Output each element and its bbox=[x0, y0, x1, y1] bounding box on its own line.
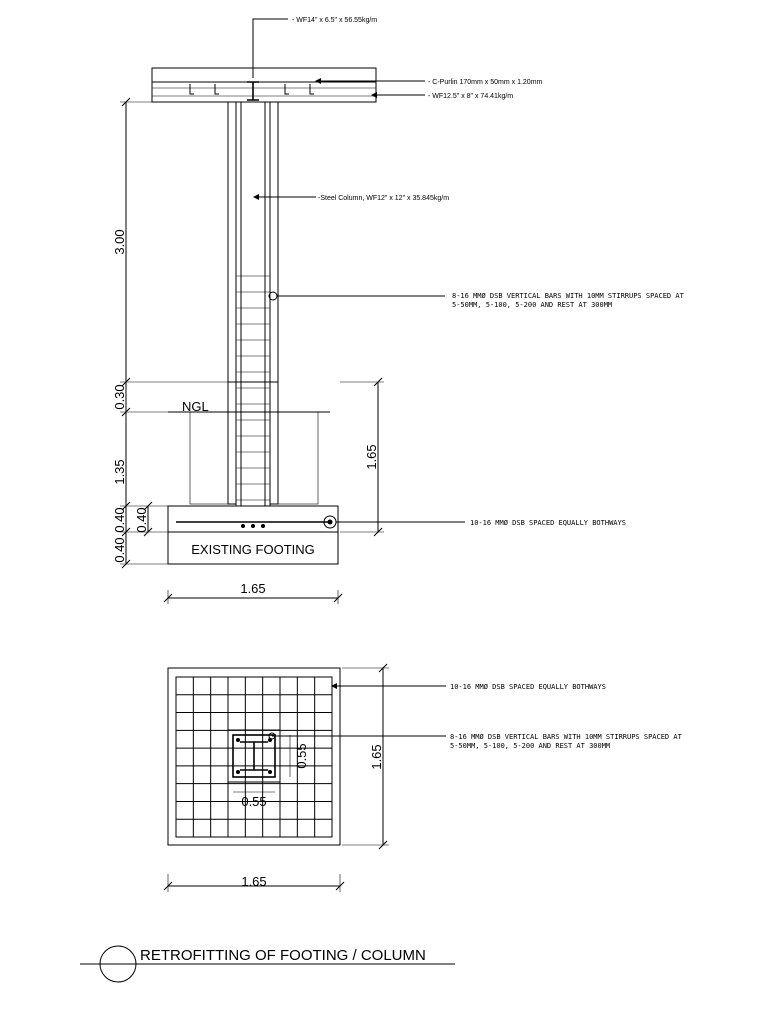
column-callout-text: -Steel Column, WF12" x 12" x 35.845kg/m bbox=[318, 195, 450, 202]
new-footing bbox=[168, 506, 338, 532]
dim-pedestal-depth: 0.55 bbox=[294, 743, 309, 769]
dim-existing-footing: 0.40 bbox=[112, 537, 127, 563]
dim-pedestal-width: 0.55 bbox=[241, 794, 267, 809]
existing-footing bbox=[168, 532, 338, 564]
rafter-callout-text: - WF14" x 6.5" x 56.55kg/m bbox=[292, 17, 378, 24]
elevation-width-dimension bbox=[164, 581, 342, 604]
vertical-bars-callout-line2: 5-50MM, 5-100, 5-200 AND REST AT 300MM bbox=[452, 301, 613, 309]
column-callout bbox=[254, 195, 449, 202]
beam-callout-text: - WF12.5" x 8" x 74.41kg/m bbox=[428, 93, 514, 100]
plan-vertical-bars-callout-line2: 5-50MM, 5-100, 5-200 AND REST AT 300MM bbox=[450, 742, 611, 750]
dim-footing-width: 1.65 bbox=[240, 581, 266, 596]
encasement-dimension bbox=[340, 378, 384, 536]
dim-above-ngl: 0.30 bbox=[112, 384, 127, 410]
dim-plan-footing-height: 1.65 bbox=[369, 744, 384, 770]
dim-new-footing-inner: 0.40 bbox=[134, 507, 149, 533]
vertical-dimension-chain bbox=[112, 98, 228, 568]
title-block bbox=[80, 946, 455, 982]
ngl-label: NGL bbox=[182, 399, 209, 414]
dim-plan-footing-width: 1.65 bbox=[241, 874, 267, 889]
vertical-bars-callout-line1: 8-16 MMØ DSB VERTICAL BARS WITH 10MM STIRRUPS SPACED AT bbox=[452, 292, 684, 300]
plan-view bbox=[164, 664, 683, 892]
plan-width-dimension bbox=[164, 874, 344, 892]
footing-bars-callout bbox=[336, 519, 626, 527]
elevation-view bbox=[112, 17, 685, 604]
rafter-callout bbox=[253, 17, 377, 78]
beam-callout bbox=[372, 93, 513, 100]
vertical-bars-callout bbox=[269, 292, 685, 309]
dim-below-ngl: 1.35 bbox=[112, 459, 127, 485]
dim-column-height: 3.00 bbox=[112, 229, 127, 255]
roof-section bbox=[152, 68, 376, 102]
plan-height-dimension bbox=[342, 664, 389, 849]
purlin-callout-text: - C-Purlin 170mm x 50mm x 1.20mm bbox=[428, 79, 543, 86]
plan-vertical-bars-callout bbox=[269, 733, 683, 750]
plan-footing-bars-callout-text: 10-16 MMØ DSB SPACED EQUALLY BOTHWAYS bbox=[450, 683, 606, 691]
existing-footing-label: EXISTING FOOTING bbox=[191, 542, 315, 557]
plan-vertical-bars-callout-line1: 8-16 MMØ DSB VERTICAL BARS WITH 10MM STIRRUPS SPACED AT bbox=[450, 733, 682, 741]
footing-bars-callout-text: 10-16 MMØ DSB SPACED EQUALLY BOTHWAYS bbox=[470, 519, 626, 527]
plan-footing-bars-callout bbox=[332, 683, 606, 691]
dim-new-footing: 0.40 bbox=[112, 507, 127, 533]
drawing-title: RETROFITTING OF FOOTING / COLUMN bbox=[140, 947, 426, 964]
dim-encasement-depth: 1.65 bbox=[364, 444, 379, 470]
